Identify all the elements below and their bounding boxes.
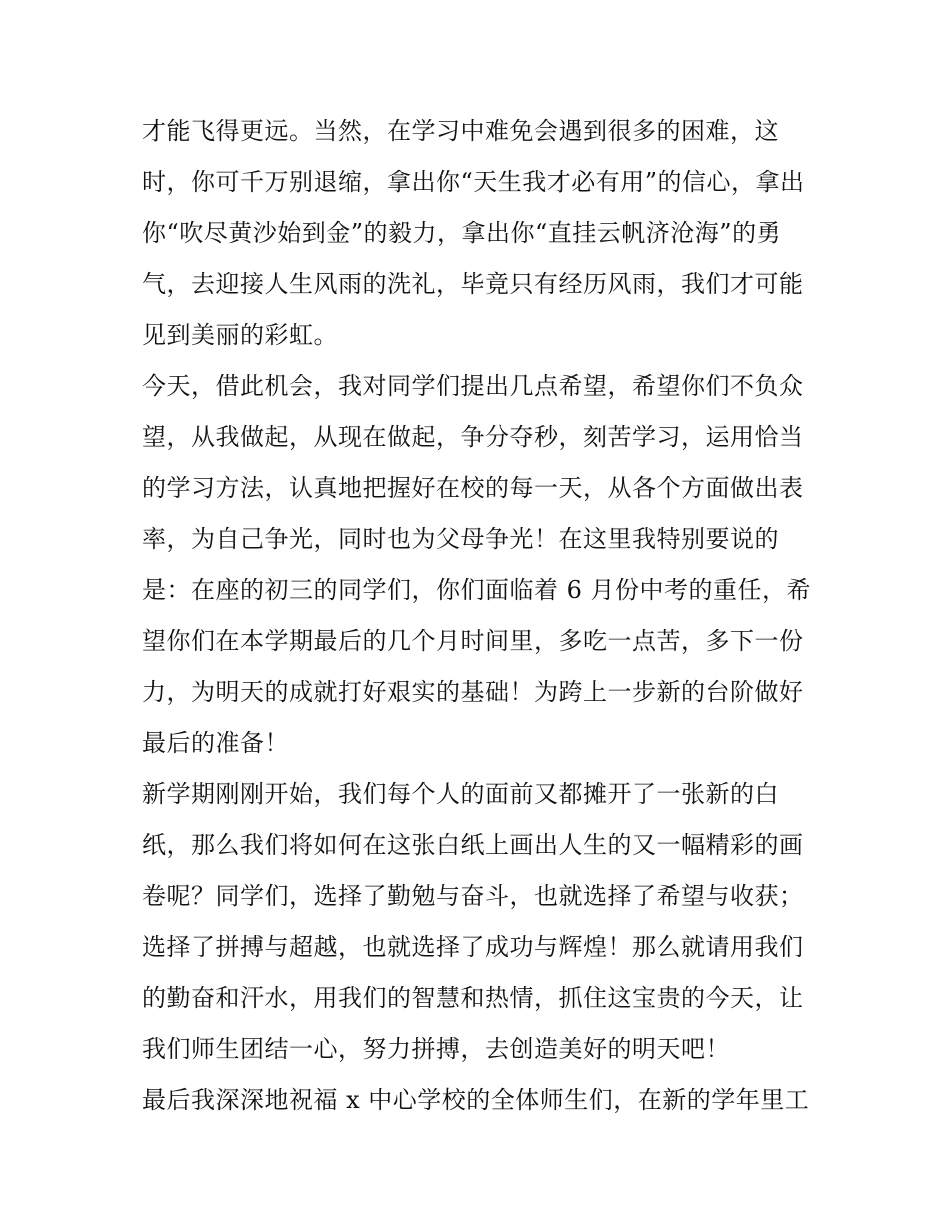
text-line: 的学习方法，认真地把握好在校的每一天，从各个方面做出表 xyxy=(142,474,804,502)
text-line: 气，去迎接人生风雨的洗礼，毕竟只有经历风雨，我们才可能 xyxy=(142,270,804,298)
text-line: 选择了拼搏与超越，也就选择了成功与辉煌！那么就请用我们 xyxy=(142,933,804,961)
text-line: 是：在座的初三的同学们，你们面临着 6 月份中考的重任，希 xyxy=(142,576,812,604)
text-line: 的勤奋和汗水，用我们的智慧和热情，抓住这宝贵的今天，让 xyxy=(142,984,804,1012)
text-line: 纸，那么我们将如何在这张白纸上画出人生的又一幅精彩的画 xyxy=(142,831,804,859)
text-line: 望，从我做起，从现在做起，争分夺秒，刻苦学习，运用恰当 xyxy=(142,423,804,451)
text-line: 望你们在本学期最后的几个月时间里，多吃一点苦，多下一份 xyxy=(142,627,804,655)
text-line: 我们师生团结一心，努力拼搏，去创造美好的明天吧！ xyxy=(142,1035,730,1063)
text-line: 力，为明天的成就打好艰实的基础！为跨上一步新的台阶做好 xyxy=(142,678,804,706)
text-line: 卷呢？同学们，选择了勤勉与奋斗，也就选择了希望与收获； xyxy=(142,882,804,910)
text-line: 见到美丽的彩虹。 xyxy=(142,321,338,349)
text-line: 新学期刚刚开始，我们每个人的面前又都摊开了一张新的白 xyxy=(142,780,779,808)
body-text xyxy=(142,106,822,1126)
text-line: 时，你可千万别退缩，拿出你“天生我才必有用”的信心，拿出 xyxy=(142,168,805,196)
text-line: 最后的准备！ xyxy=(142,729,289,757)
text-line: 你“吹尽黄沙始到金”的毅力，拿出你“直挂云帆济沧海”的勇 xyxy=(142,219,782,247)
text-line: 今天，借此机会，我对同学们提出几点希望，希望你们不负众 xyxy=(142,372,804,400)
text-line: 率，为自己争光，同时也为父母争光！在这里我特别要说的 xyxy=(142,525,779,553)
text-line: 才能飞得更远。当然，在学习中难免会遇到很多的困难，这 xyxy=(142,117,779,145)
text-line: 最后我深深地祝福 x 中心学校的全体师生们，在新的学年里工 xyxy=(142,1086,810,1114)
